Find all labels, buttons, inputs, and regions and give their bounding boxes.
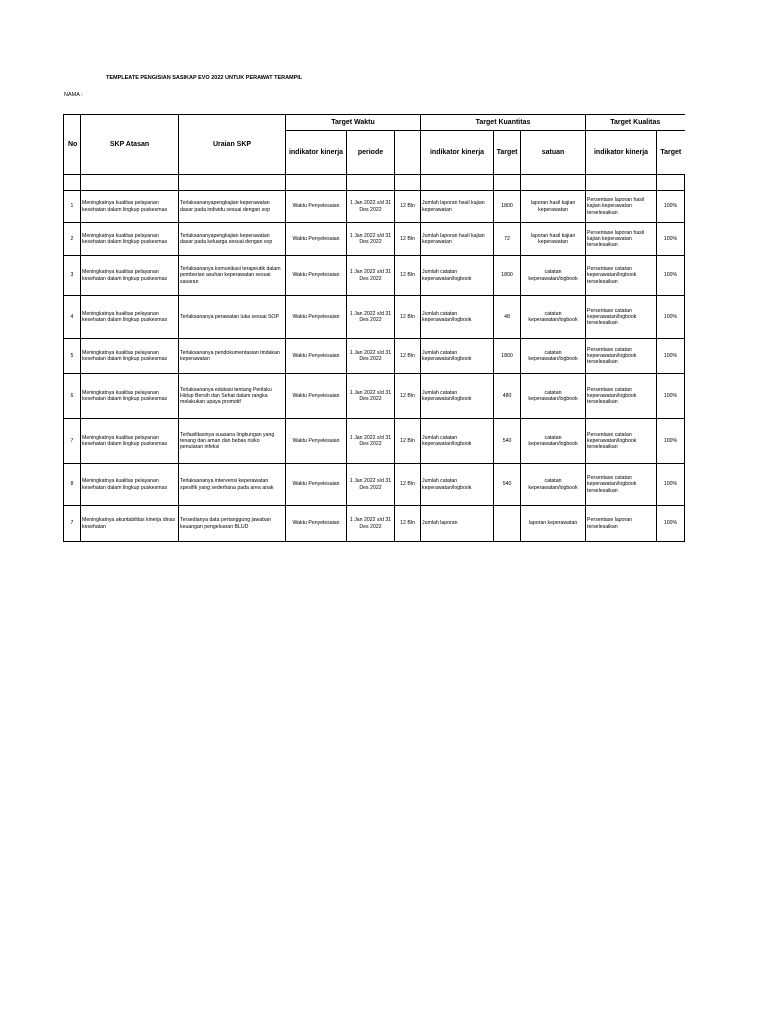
header-target-kualitas-col: Target bbox=[657, 131, 685, 175]
target-kuantitas-cell: 72 bbox=[494, 223, 521, 256]
spacer-cell bbox=[521, 175, 586, 191]
periode-cell: 1 Jan 2022 s/d 31 Des 2022 bbox=[347, 464, 395, 506]
durasi-cell: 12 Bln bbox=[395, 296, 421, 339]
durasi-cell: 12 Bln bbox=[395, 223, 421, 256]
skp-atasan-cell: Meningkatnya kualitas pelayanan kesehatan dalam lingkup puskesmas bbox=[81, 374, 179, 419]
indikator-kinerja-kualitas-cell: Persentase catatan keperawatan/logbook terselesaikan bbox=[586, 296, 657, 339]
skp-atasan-cell: Meningkatnya kualitas pelayanan kesehatan dalam lingkup puskesmas bbox=[81, 419, 179, 464]
skp-atasan-cell: Meningkatnya kualitas pelayanan kesehatan dalam lingkup puskesmas bbox=[81, 464, 179, 506]
indikator-kinerja-kuantitas-cell: Jumlah catatan keperawatan/logbook bbox=[421, 296, 494, 339]
indikator-kinerja-kuantitas-cell: Jumlah catatan keperawatan/logbook bbox=[421, 419, 494, 464]
nama-label: NAMA : bbox=[64, 92, 83, 98]
row-number: 5 bbox=[64, 339, 81, 374]
indikator-kinerja-kualitas-cell: Persentase laporan hasil kajian keperawatan terselesaikan bbox=[586, 223, 657, 256]
table-row bbox=[64, 296, 685, 339]
indikator-kinerja-kualitas-cell: Persentase catatan keperawatan/logbook terselesaikan bbox=[586, 464, 657, 506]
durasi-cell: 12 Bln bbox=[395, 464, 421, 506]
target-kuantitas-cell: 540 bbox=[494, 419, 521, 464]
indikator-kinerja-waktu-cell: Waktu Penyelesaian bbox=[286, 296, 347, 339]
target-kuantitas-cell: 480 bbox=[494, 374, 521, 419]
spacer-cell bbox=[657, 175, 685, 191]
spacer-cell bbox=[179, 175, 286, 191]
target-kuantitas-cell: 1800 bbox=[494, 339, 521, 374]
satuan-cell: laporan keperawatan bbox=[521, 506, 586, 542]
table-row bbox=[64, 374, 685, 419]
uraian-skp-cell: Terfasilitasinya suasana lingkungan yang tenang dan aman dan bebas risiko penularan infeksi bbox=[179, 419, 286, 464]
document-title: TEMPLEATE PENGISIAN SASIKAP EVO 2022 UNTUK PERAWAT TERAMPIL bbox=[106, 75, 303, 81]
target-kualitas-cell: 100% bbox=[657, 464, 685, 506]
skp-atasan-cell: Meningkatnya akuntabilitas kinerja dinas kesehatan bbox=[81, 506, 179, 542]
spacer-cell bbox=[494, 175, 521, 191]
uraian-skp-cell: Terlaksananya pendokumentasian tindakan keperawatan bbox=[179, 339, 286, 374]
indikator-kinerja-waktu-cell: Waktu Penyelesaian bbox=[286, 339, 347, 374]
skp-atasan-cell: Meningkatnya kualitas pelayanan kesehatan dalam lingkup puskesmas bbox=[81, 339, 179, 374]
skp-atasan-cell: Meningkatnya kualitas pelayanan kesehatan dalam lingkup puskesmas bbox=[81, 223, 179, 256]
satuan-cell: catatan keperawatan/logbook bbox=[521, 419, 586, 464]
spacer-cell bbox=[347, 175, 395, 191]
indikator-kinerja-waktu-cell: Waktu Penyelesaian bbox=[286, 506, 347, 542]
spacer-cell bbox=[81, 175, 179, 191]
row-number: 8 bbox=[64, 464, 81, 506]
uraian-skp-cell: Terlaksananyapengkajian keperawatan dasar pada individu sesuai dengan sop bbox=[179, 191, 286, 223]
table-row bbox=[64, 506, 685, 542]
indikator-kinerja-waktu-cell: Waktu Penyelesaian bbox=[286, 256, 347, 296]
indikator-kinerja-kualitas-cell: Persentase laporan hasil kajian keperawatan terselesaikan bbox=[586, 191, 657, 223]
skp-atasan-cell: Meningkatnya kualitas pelayanan kesehatan dalam lingkup puskesmas bbox=[81, 296, 179, 339]
uraian-skp-cell: Terlaksananya edukasi tentang Perilaku Hidup Bersih dan Sehat dalam rangka melakukan upaya promotif bbox=[179, 374, 286, 419]
table-row bbox=[64, 223, 685, 256]
satuan-cell: catatan keperawatan/logbook bbox=[521, 374, 586, 419]
table-row bbox=[64, 339, 685, 374]
table-row bbox=[64, 256, 685, 296]
header-target-kualitas: Target Kualitas bbox=[586, 115, 685, 131]
spacer-cell bbox=[64, 175, 81, 191]
row-number: 3 bbox=[64, 256, 81, 296]
row-number: 7 bbox=[64, 506, 81, 542]
indikator-kinerja-kuantitas-cell: Jumlah catatan keperawatan/logbook bbox=[421, 464, 494, 506]
satuan-cell: laporan hasil kajian keperawatan bbox=[521, 191, 586, 223]
periode-cell: 1 Jan 2022 s/d 31 Des 2022 bbox=[347, 339, 395, 374]
target-kuantitas-cell: 540 bbox=[494, 464, 521, 506]
uraian-skp-cell: Terlaksananya intervensi keperawatan spesifik yang sederhana pada area anak bbox=[179, 464, 286, 506]
periode-cell: 1 Jan 2022 s/d 31 Des 2022 bbox=[347, 296, 395, 339]
spacer-row bbox=[64, 175, 685, 191]
row-number: 1 bbox=[64, 191, 81, 223]
periode-cell: 1 Jan 2022 s/d 31 Des 2022 bbox=[347, 419, 395, 464]
durasi-cell: 12 Bln bbox=[395, 339, 421, 374]
spacer-cell bbox=[586, 175, 657, 191]
row-number: 7 bbox=[64, 419, 81, 464]
satuan-cell: laporan hasil kajian keperawatan bbox=[521, 223, 586, 256]
header-indikator-kinerja-waktu: indikator kinerja bbox=[286, 131, 347, 175]
periode-cell: 1 Jan 2022 s/d 31 Des 2022 bbox=[347, 506, 395, 542]
target-kualitas-cell: 100% bbox=[657, 419, 685, 464]
header-target-kuantitas: Target Kuantitas bbox=[421, 115, 586, 131]
periode-cell: 1 Jan 2022 s/d 31 Des 2022 bbox=[347, 374, 395, 419]
uraian-skp-cell: Terlaksananya perawatan luka sesuai SOP bbox=[179, 296, 286, 339]
target-kuantitas-cell bbox=[494, 506, 521, 542]
uraian-skp-cell: Tersedianya data pertanggung jawaban keuangan pengeluaran BLUD bbox=[179, 506, 286, 542]
durasi-cell: 12 Bln bbox=[395, 419, 421, 464]
satuan-cell: catatan keperawatan/logbook bbox=[521, 256, 586, 296]
header-periode: periode bbox=[347, 131, 395, 175]
skp-atasan-cell: Meningkatnya kualitas pelayanan kesehatan dalam lingkup puskesmas bbox=[81, 256, 179, 296]
header-indikator-kinerja-kuantitas: indikator kinerja bbox=[421, 131, 494, 175]
target-kuantitas-cell: 48 bbox=[494, 296, 521, 339]
indikator-kinerja-kualitas-cell: Persentase catatan keperawatan/logbook terselesaikan bbox=[586, 419, 657, 464]
indikator-kinerja-kualitas-cell: Persentase catatan keperawatan/logbook terselesaikan bbox=[586, 374, 657, 419]
satuan-cell: catatan keperawatan/logbook bbox=[521, 464, 586, 506]
indikator-kinerja-kualitas-cell: Persentase catatan keperawatan/logbook terselesaikan bbox=[586, 339, 657, 374]
header-no: No bbox=[64, 115, 81, 175]
table-row bbox=[64, 191, 685, 223]
durasi-cell: 12 Bln bbox=[395, 256, 421, 296]
uraian-skp-cell: Terlaksananya komunikasi terapeutik dalam pemberian asuhan keperawatan sesuai sasaran bbox=[179, 256, 286, 296]
indikator-kinerja-kuantitas-cell: Jumlah laporan hasil kajian keperawatan bbox=[421, 223, 494, 256]
indikator-kinerja-waktu-cell: Waktu Penyelesaian bbox=[286, 464, 347, 506]
target-kualitas-cell: 100% bbox=[657, 506, 685, 542]
target-kualitas-cell: 100% bbox=[657, 374, 685, 419]
spacer-cell bbox=[286, 175, 347, 191]
row-number: 6 bbox=[64, 374, 81, 419]
target-kualitas-cell: 100% bbox=[657, 296, 685, 339]
target-kuantitas-cell: 1800 bbox=[494, 191, 521, 223]
periode-cell: 1 Jan 2022 s/d 31 Des 2022 bbox=[347, 256, 395, 296]
target-kualitas-cell: 100% bbox=[657, 223, 685, 256]
skp-table bbox=[63, 114, 685, 542]
durasi-cell: 12 Bln bbox=[395, 506, 421, 542]
target-kualitas-cell: 100% bbox=[657, 191, 685, 223]
header-indikator-kinerja-kualitas: indikator kinerja bbox=[586, 131, 657, 175]
header-skp-atasan: SKP Atasan bbox=[81, 115, 179, 175]
periode-cell: 1 Jan 2022 s/d 31 Des 2022 bbox=[347, 223, 395, 256]
periode-cell: 1 Jan 2022 s/d 31 Des 2022 bbox=[347, 191, 395, 223]
indikator-kinerja-kuantitas-cell: Jumlah laporan hasil kajian keperawatan bbox=[421, 191, 494, 223]
indikator-kinerja-kuantitas-cell: Jumlah catatan keperawatan/logbook bbox=[421, 339, 494, 374]
target-kualitas-cell: 100% bbox=[657, 256, 685, 296]
header-satuan: satuan bbox=[521, 131, 586, 175]
durasi-cell: 12 Bln bbox=[395, 191, 421, 223]
indikator-kinerja-kualitas-cell: Persentase catatan keperawatan/logbook terselesaikan bbox=[586, 256, 657, 296]
indikator-kinerja-kuantitas-cell: Jumlah laporan bbox=[421, 506, 494, 542]
durasi-cell: 12 Bln bbox=[395, 374, 421, 419]
row-number: 4 bbox=[64, 296, 81, 339]
header-blank bbox=[395, 131, 421, 175]
indikator-kinerja-kuantitas-cell: Jumlah catatan keperawatan/logbook bbox=[421, 256, 494, 296]
satuan-cell: catatan keperawatan/logbook bbox=[521, 296, 586, 339]
table-row bbox=[64, 464, 685, 506]
header-uraian-skp: Uraian SKP bbox=[179, 115, 286, 175]
indikator-kinerja-waktu-cell: Waktu Penyelesaian bbox=[286, 223, 347, 256]
uraian-skp-cell: Terlaksananyapengkajian keperawatan dasar pada keluarga sesuai dengan sop bbox=[179, 223, 286, 256]
skp-atasan-cell: Meningkatnya kualitas pelayanan kesehatan dalam lingkup puskesmas bbox=[81, 191, 179, 223]
target-kuantitas-cell: 1800 bbox=[494, 256, 521, 296]
row-number: 2 bbox=[64, 223, 81, 256]
table-row bbox=[64, 419, 685, 464]
indikator-kinerja-kualitas-cell: Persentase laporan terselesaikan bbox=[586, 506, 657, 542]
header-target-kuantitas-col: Target bbox=[494, 131, 521, 175]
indikator-kinerja-waktu-cell: Waktu Penyelesaian bbox=[286, 419, 347, 464]
target-kualitas-cell: 100% bbox=[657, 339, 685, 374]
header-target-waktu: Target Waktu bbox=[286, 115, 421, 131]
indikator-kinerja-waktu-cell: Waktu Penyelesaian bbox=[286, 374, 347, 419]
indikator-kinerja-kuantitas-cell: Jumlah catatan keperawatan/logbook bbox=[421, 374, 494, 419]
spacer-cell bbox=[421, 175, 494, 191]
satuan-cell: catatan keperawatan/logbook bbox=[521, 339, 586, 374]
indikator-kinerja-waktu-cell: Waktu Penyelesaian bbox=[286, 191, 347, 223]
spacer-cell bbox=[395, 175, 421, 191]
